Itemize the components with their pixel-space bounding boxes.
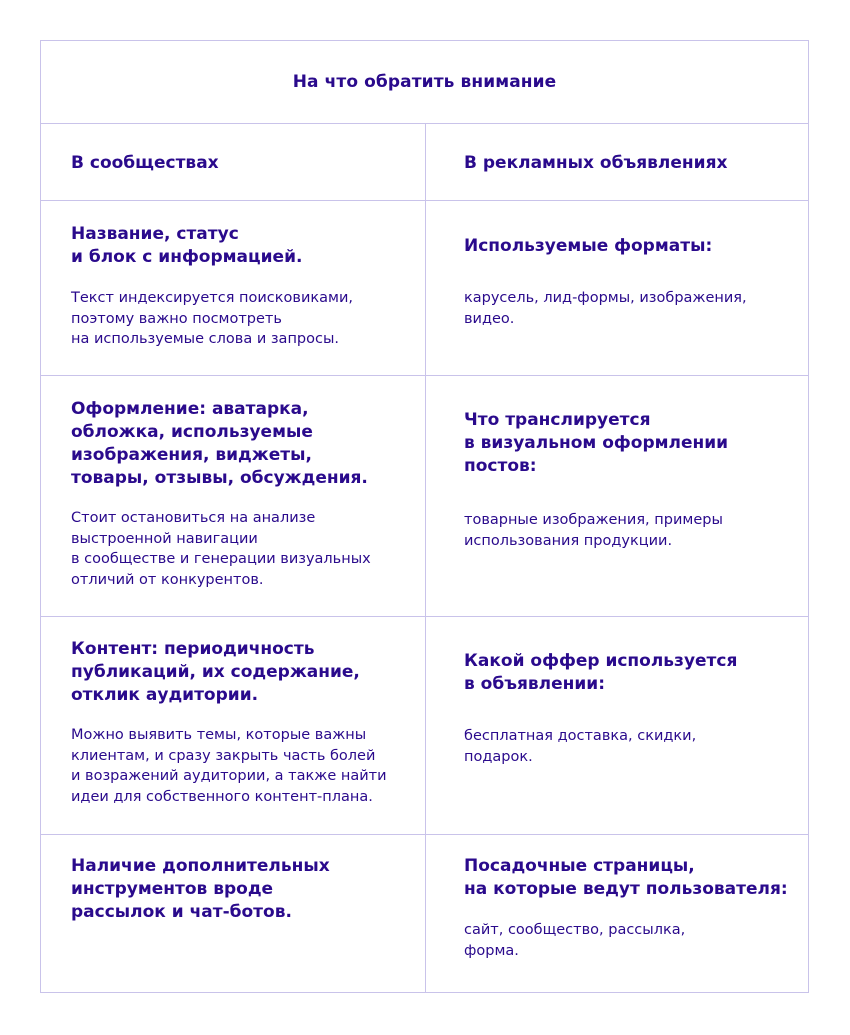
- cell-heading: Наличие дополнительных инструментов вроде рассылок и чат-ботов.: [71, 856, 330, 922]
- column-header-communities: В сообществах: [71, 153, 219, 173]
- column-divider: [425, 123, 426, 992]
- cell-text: Текст индексируется поисковиками, поэтому важно посмотреть на используемые слова и запросы.: [71, 290, 353, 348]
- cell-heading: Что транслируется в визуальном оформлении постов:: [464, 410, 729, 476]
- cell-text: Стоит остановиться на анализе выстроенной навигации в сообществе и генерации визуальных отличий от конкурентов.: [71, 510, 371, 589]
- comparison-table: [40, 40, 809, 993]
- table-title: На что обратить внимание: [292, 72, 557, 92]
- cell-heading: Название, статус и блок с информацией.: [71, 224, 303, 267]
- cell-heading: Оформление: аватарка, обложка, используемые изображения, виджеты, товары, отзывы, обсуждения.: [71, 399, 368, 488]
- cell-heading: Контент: периодичность публикаций, их содержание, отклик аудитории.: [71, 639, 360, 705]
- table-cell: [71, 398, 401, 591]
- table-cell: [464, 409, 794, 551]
- table-cell: [464, 855, 794, 961]
- table-cell: [464, 650, 794, 767]
- table-cell: [71, 638, 401, 808]
- table-cell: [464, 235, 794, 329]
- cell-heading: Посадочные страницы, на которые ведут пользователя:: [464, 856, 788, 899]
- cell-heading: Какой оффер используется в объявлении:: [464, 651, 738, 694]
- table-cell: [71, 223, 401, 350]
- cell-heading: Используемые форматы:: [464, 236, 713, 256]
- cell-text: товарные изображения, примеры использования продукции.: [464, 512, 723, 549]
- column-header-ads: В рекламных объявлениях: [464, 153, 728, 173]
- cell-text: Можно выявить темы, которые важны клиентам, и сразу закрыть часть болей и возражений аудитории, а также найти идеи для собственного контент-плана.: [71, 727, 387, 806]
- cell-text: карусель, лид-формы, изображения, видео.: [464, 290, 747, 327]
- table-cell: [71, 855, 401, 924]
- cell-text: сайт, сообщество, рассылка, форма.: [464, 922, 686, 959]
- cell-text: бесплатная доставка, скидки, подарок.: [464, 728, 697, 765]
